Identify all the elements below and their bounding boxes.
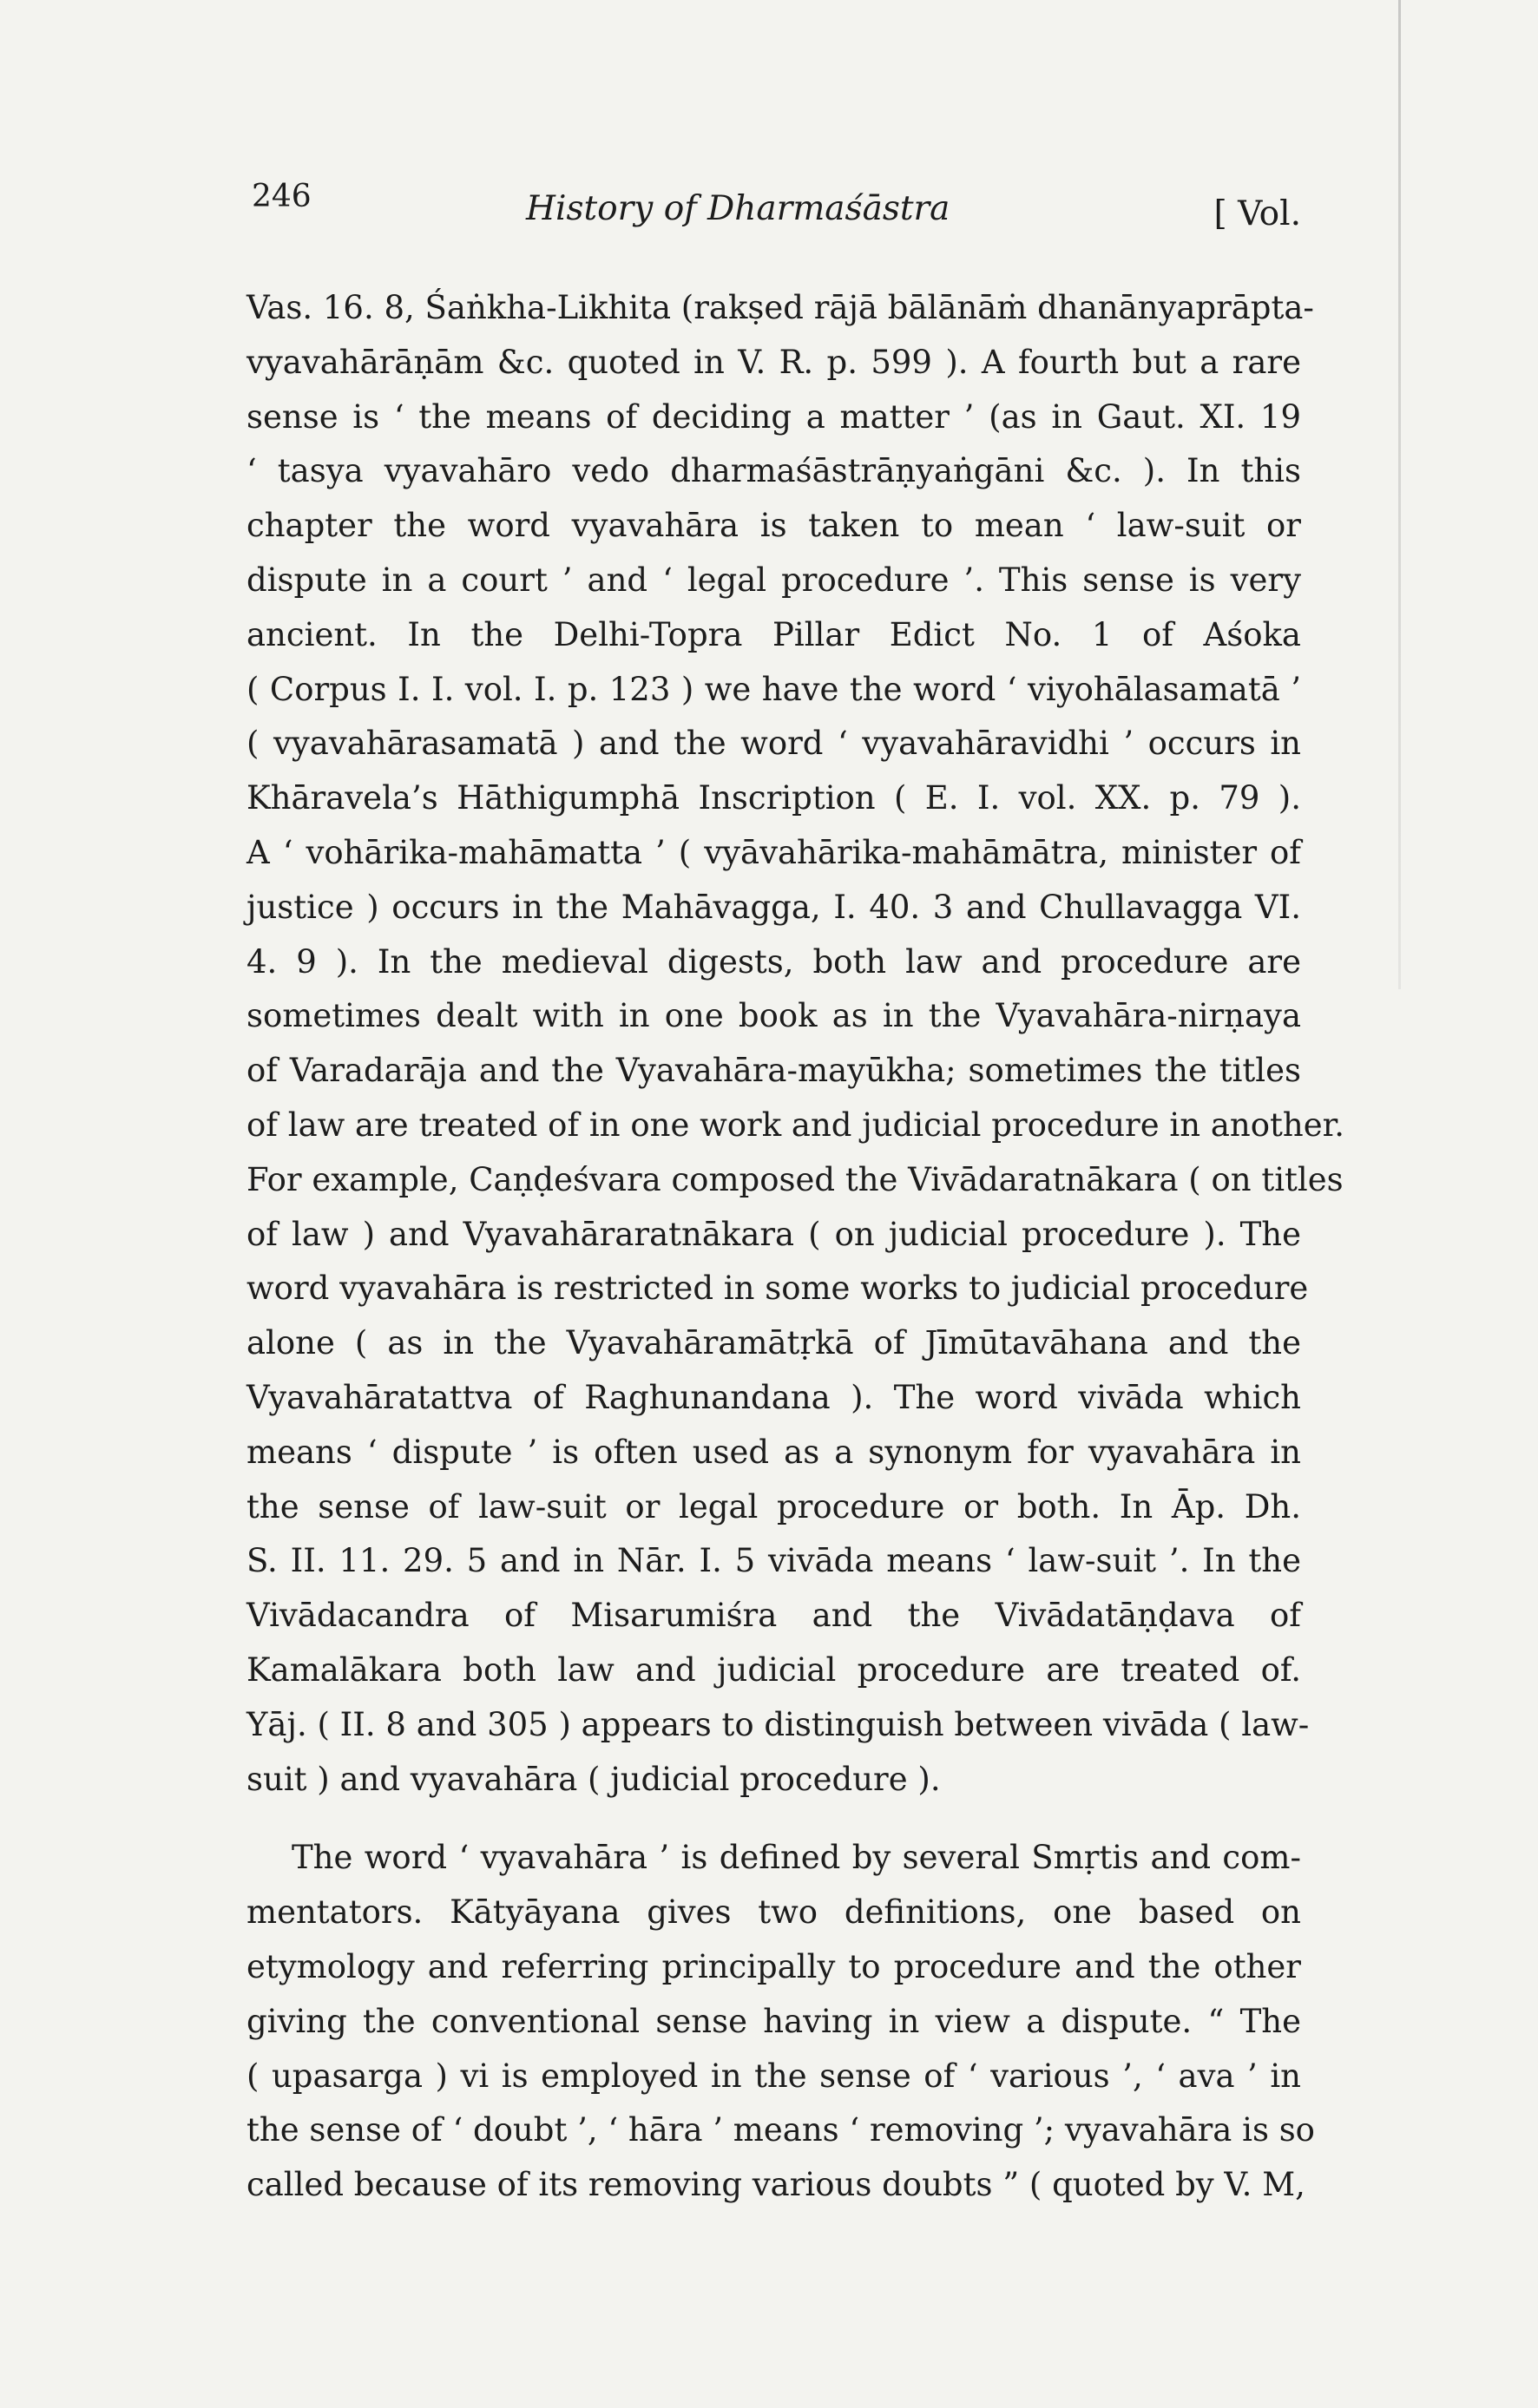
paragraph-2: [246, 1831, 1315, 2213]
text-line: vyavahārāṇām &c. quoted in V. R. p. 599 ). A fourth but a rare: [246, 343, 1301, 381]
text-line: etymology and referring principally to procedure and the other: [246, 1947, 1301, 1985]
text-line: The word ‘ vyavahāra ’ is defined by several Smṛtis and com-: [292, 1839, 1301, 1877]
text-line: A ‘ vohārika-mahāmatta ’ ( vyāvahārika-mahāmātra, minister of: [246, 833, 1301, 871]
text-line: S. II. 11. 29. 5 and in Nār. I. 5 vivāda means ‘ law-suit ’. In the: [246, 1542, 1301, 1580]
text-line: Vivādacandra of Misarumiśra and the Vivādatāṇḍava of: [246, 1597, 1301, 1635]
text-line: of law ) and Vyavahāraratnākara ( on judicial procedure ). The: [246, 1215, 1301, 1253]
text-line: Vas. 16. 8, Śaṅkha-Likhita (rakṣed rājā bālānāṁ dhanānyaprāpta-: [246, 289, 1314, 326]
text-line: giving the conventional sense having in view a dispute. “ The: [246, 2002, 1301, 2040]
page-number: 246: [252, 179, 312, 214]
text-line: justice ) occurs in the Mahāvagga, I. 40. 3 and Chullavagga VI.: [246, 888, 1301, 926]
text-line: ‘ tasya vyavahāro vedo dharmaśāstrāṇyaṅgāni &c. ). In this: [246, 452, 1301, 490]
text-line: Yāj. ( II. 8 and 305 ) appears to distinguish between vivāda ( law-: [246, 1705, 1310, 1743]
book-page: [246, 170, 1344, 2218]
text-line: the sense of ‘ doubt ’, ‘ hāra ’ means ‘ removing ’; vyavahāra is so: [246, 2111, 1315, 2149]
text-line: Kamalākara both law and judicial procedure are treated of.: [246, 1650, 1301, 1689]
text-line: chapter the word vyavahāra is taken to mean ‘ law-suit or: [246, 507, 1301, 545]
text-line: sense is ‘ the means of deciding a matter ’ (as in Gaut. XI. 19: [246, 397, 1301, 436]
text-line: 4. 9 ). In the medieval digests, both law and procedure are: [246, 942, 1301, 981]
text-line: called because of its removing various doubts ” ( quoted by V. M,: [246, 2166, 1305, 2204]
text-line: dispute in a court ’ and ‘ legal procedure ’. This sense is very: [246, 561, 1301, 599]
text-line: ( vyavahārasamatā ) and the word ‘ vyavahāravidhi ’ occurs in: [246, 725, 1301, 763]
text-line: sometimes dealt with in one book as in the Vyavahāra-nirṇaya: [246, 997, 1301, 1035]
text-line: ( Corpus I. I. vol. I. p. 123 ) we have the word ‘ viyohālasamatā ’: [246, 670, 1301, 708]
text-line: suit ) and vyavahāra ( judicial procedure ).: [246, 1760, 941, 1798]
text-line: alone ( as in the Vyavahāramātṛkā of Jīmūtavāhana and the: [246, 1324, 1301, 1362]
text-line: ( upasarga ) vi is employed in the sense of ‘ various ’, ‘ ava ’ in: [246, 2057, 1301, 2095]
volume-label: [ Vol.: [1213, 194, 1301, 233]
text-line: word vyavahāra is restricted in some works to judicial procedure: [246, 1270, 1309, 1308]
text-line: mentators. Kātyāyana gives two definitions, one based on: [246, 1893, 1301, 1932]
running-head: [246, 170, 1301, 231]
text-line: of law are treated of in one work and judicial procedure in another.: [246, 1106, 1344, 1144]
scan-margin-line: [1398, 0, 1401, 989]
text-line: For example, Caṇḍeśvara composed the Vivādaratnākara ( on titles: [246, 1160, 1344, 1198]
text-line: ancient. In the Delhi-Topra Pillar Edict No. 1 of Aśoka: [246, 615, 1301, 653]
text-line: means ‘ dispute ’ is often used as a synonym for vyavahāra in: [246, 1433, 1301, 1471]
text-line: Khāravela’s Hāthigumphā Inscription ( E. I. vol. XX. p. 79 ).: [246, 779, 1301, 817]
running-title: History of Dharmaśāstra: [526, 189, 950, 228]
text-line: the sense of law-suit or legal procedure or both. In Āp. Dh.: [246, 1487, 1301, 1526]
text-line: of Varadarāja and the Vyavahāra-mayūkha; sometimes the titles: [246, 1052, 1301, 1090]
paragraph-1: [246, 281, 1344, 1807]
text-line: Vyavahāratattva of Raghunandana ). The word vivāda which: [246, 1378, 1301, 1416]
